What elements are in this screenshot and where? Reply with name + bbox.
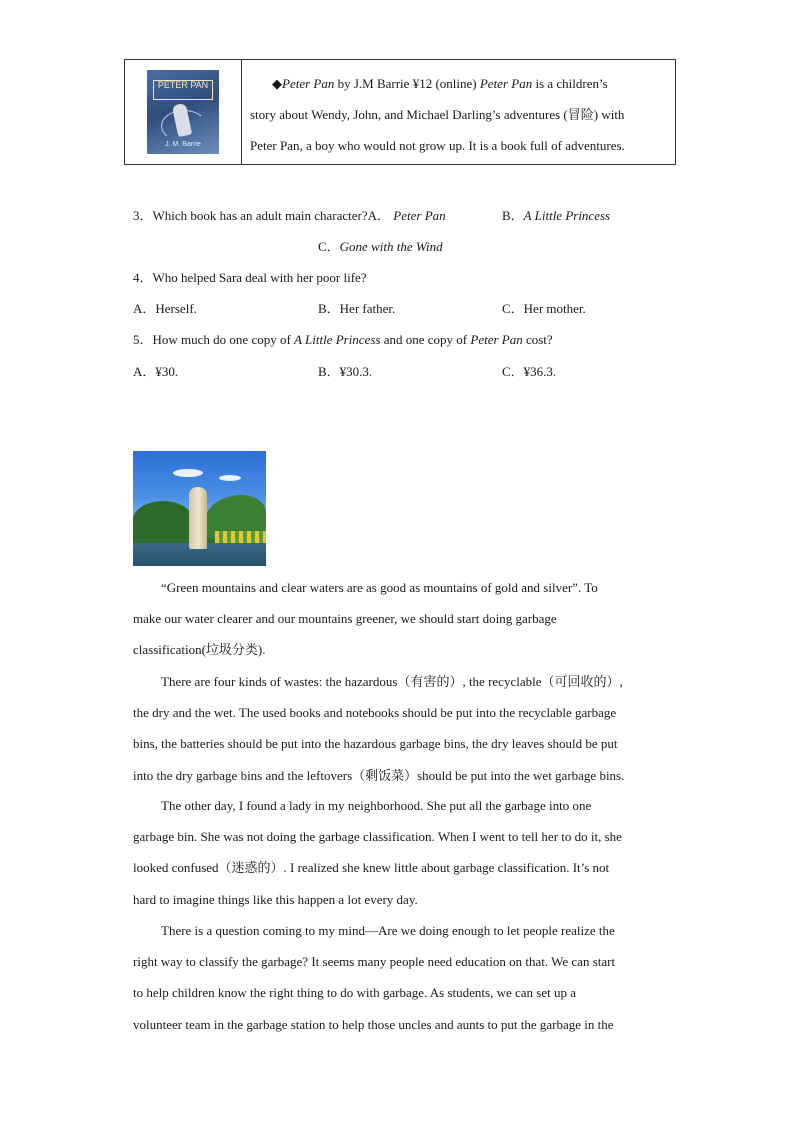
- passage-line: into the dry garbage bins and the leftovers（剩饭菜）should be put into the wet garbage bins.: [133, 767, 625, 783]
- question-5: [133, 329, 553, 348]
- passage-line: volunteer team in the garbage station to help those uncles and aunts to put the garbage in the: [133, 1016, 614, 1032]
- option-text: A Little Princess: [523, 208, 611, 223]
- bullet-icon: ◆: [272, 76, 282, 91]
- option-text: Her mother.: [523, 301, 586, 316]
- question-5-option-b: [318, 361, 372, 380]
- question-3-option-b: [502, 205, 610, 224]
- cover-author: J. M. Barrie: [165, 141, 201, 148]
- question-book-title: Peter Pan: [470, 332, 523, 347]
- option-text: Herself.: [155, 301, 197, 316]
- question-book-title: A Little Princess: [294, 332, 381, 347]
- book-author-price: by J.M Barrie ¥12 (online): [334, 76, 480, 91]
- option-label: B．: [318, 364, 340, 379]
- book-desc-line-2: story about Wendy, John, and Michael Darling’s adventures (冒险) with: [250, 107, 625, 122]
- cloud-shape: [219, 475, 241, 481]
- option-a-text: Peter Pan: [393, 208, 446, 223]
- passage-paragraph-1: [133, 572, 663, 666]
- question-number: 5．: [133, 332, 153, 347]
- option-label: A．: [367, 208, 391, 223]
- passage-line: looked confused（迷惑的）. I realized she knew little about garbage classification. It’s not: [133, 860, 610, 876]
- option-text: ¥36.3.: [523, 364, 557, 379]
- landscape-photo: [133, 451, 266, 566]
- passage-line: There is a question coming to my mind—Are we doing enough to let people realize the: [161, 923, 615, 938]
- option-text: Her father.: [339, 301, 396, 316]
- question-number: 4．: [133, 270, 153, 285]
- book-table: [124, 59, 676, 165]
- stone-monument: [189, 487, 207, 549]
- option-label: C．: [318, 239, 340, 254]
- book-desc-text: is a children’s: [532, 76, 608, 91]
- passage-line: classification(垃圾分类).: [133, 642, 266, 658]
- passage-line: There are four kinds of wastes: the hazardous（有害的）, the recyclable（可回收的）,: [161, 674, 623, 689]
- passage-line: bins, the batteries should be put into the hazardous garbage bins, the dry leaves should be put: [133, 736, 618, 752]
- passage-line: “Green mountains and clear waters are as good as mountains of gold and silver”. To: [161, 580, 598, 595]
- passage-line: The other day, I found a lady in my neighborhood. She put all the garbage into one: [161, 798, 592, 813]
- question-5-option-a: [133, 361, 178, 380]
- book-desc-line-3: Peter Pan, a boy who would not grow up. It is a book full of adventures.: [250, 138, 625, 153]
- option-text: Gone with the Wind: [339, 239, 443, 254]
- question-text: and one copy of: [380, 332, 471, 347]
- book-title-repeat: Peter Pan: [479, 76, 533, 91]
- option-label: C．: [502, 301, 524, 316]
- cloud-shape: [173, 469, 203, 477]
- question-4: [133, 267, 367, 286]
- passage-line: right way to classify the garbage? It seems many people need education on that. We can start: [133, 954, 616, 970]
- passage-paragraph-2: [133, 666, 663, 791]
- option-label: C．: [502, 364, 524, 379]
- passage-line: the dry and the wet. The used books and notebooks should be put into the recyclable garbage: [133, 705, 617, 721]
- option-text: ¥30.3.: [339, 364, 373, 379]
- question-text: Who helped Sara deal with her poor life?: [152, 270, 367, 285]
- question-4-option-a: [133, 298, 197, 317]
- option-label: A．: [133, 364, 156, 379]
- passage-line: make our water clearer and our mountains greener, we should start doing garbage: [133, 611, 557, 627]
- passage-line: hard to imagine things like this happen a lot every day.: [133, 891, 418, 907]
- passage-line: garbage bin. She was not doing the garbage classification. When I went to tell her to do it, she: [133, 829, 622, 845]
- book-desc-line-1: [250, 68, 663, 99]
- question-3: [133, 205, 446, 224]
- option-label: B．: [318, 301, 340, 316]
- question-number: 3．: [133, 208, 153, 223]
- option-label: B．: [502, 208, 524, 223]
- book-title: Peter Pan: [282, 76, 335, 91]
- option-label: A．: [133, 301, 156, 316]
- book-cover-cell: [125, 60, 242, 164]
- option-text: ¥30.: [155, 364, 179, 379]
- question-4-option-c: [502, 298, 586, 317]
- question-text: Which book has an adult main character?: [152, 208, 368, 223]
- passage-paragraph-4: [133, 915, 663, 1040]
- question-4-option-b: [318, 298, 395, 317]
- question-text: How much do one copy of: [152, 332, 295, 347]
- book-description: [242, 60, 675, 164]
- passage-line: to help children know the right thing to do with garbage. As students, we can set up a: [133, 985, 576, 1001]
- question-5-option-c: [502, 361, 556, 380]
- trees-left: [133, 501, 193, 539]
- question-text: cost?: [522, 332, 553, 347]
- peter-pan-cover-image: [147, 70, 219, 154]
- cover-title: PETER PAN: [153, 80, 213, 100]
- passage-paragraph-3: [133, 790, 663, 915]
- question-3-option-c: [318, 236, 443, 255]
